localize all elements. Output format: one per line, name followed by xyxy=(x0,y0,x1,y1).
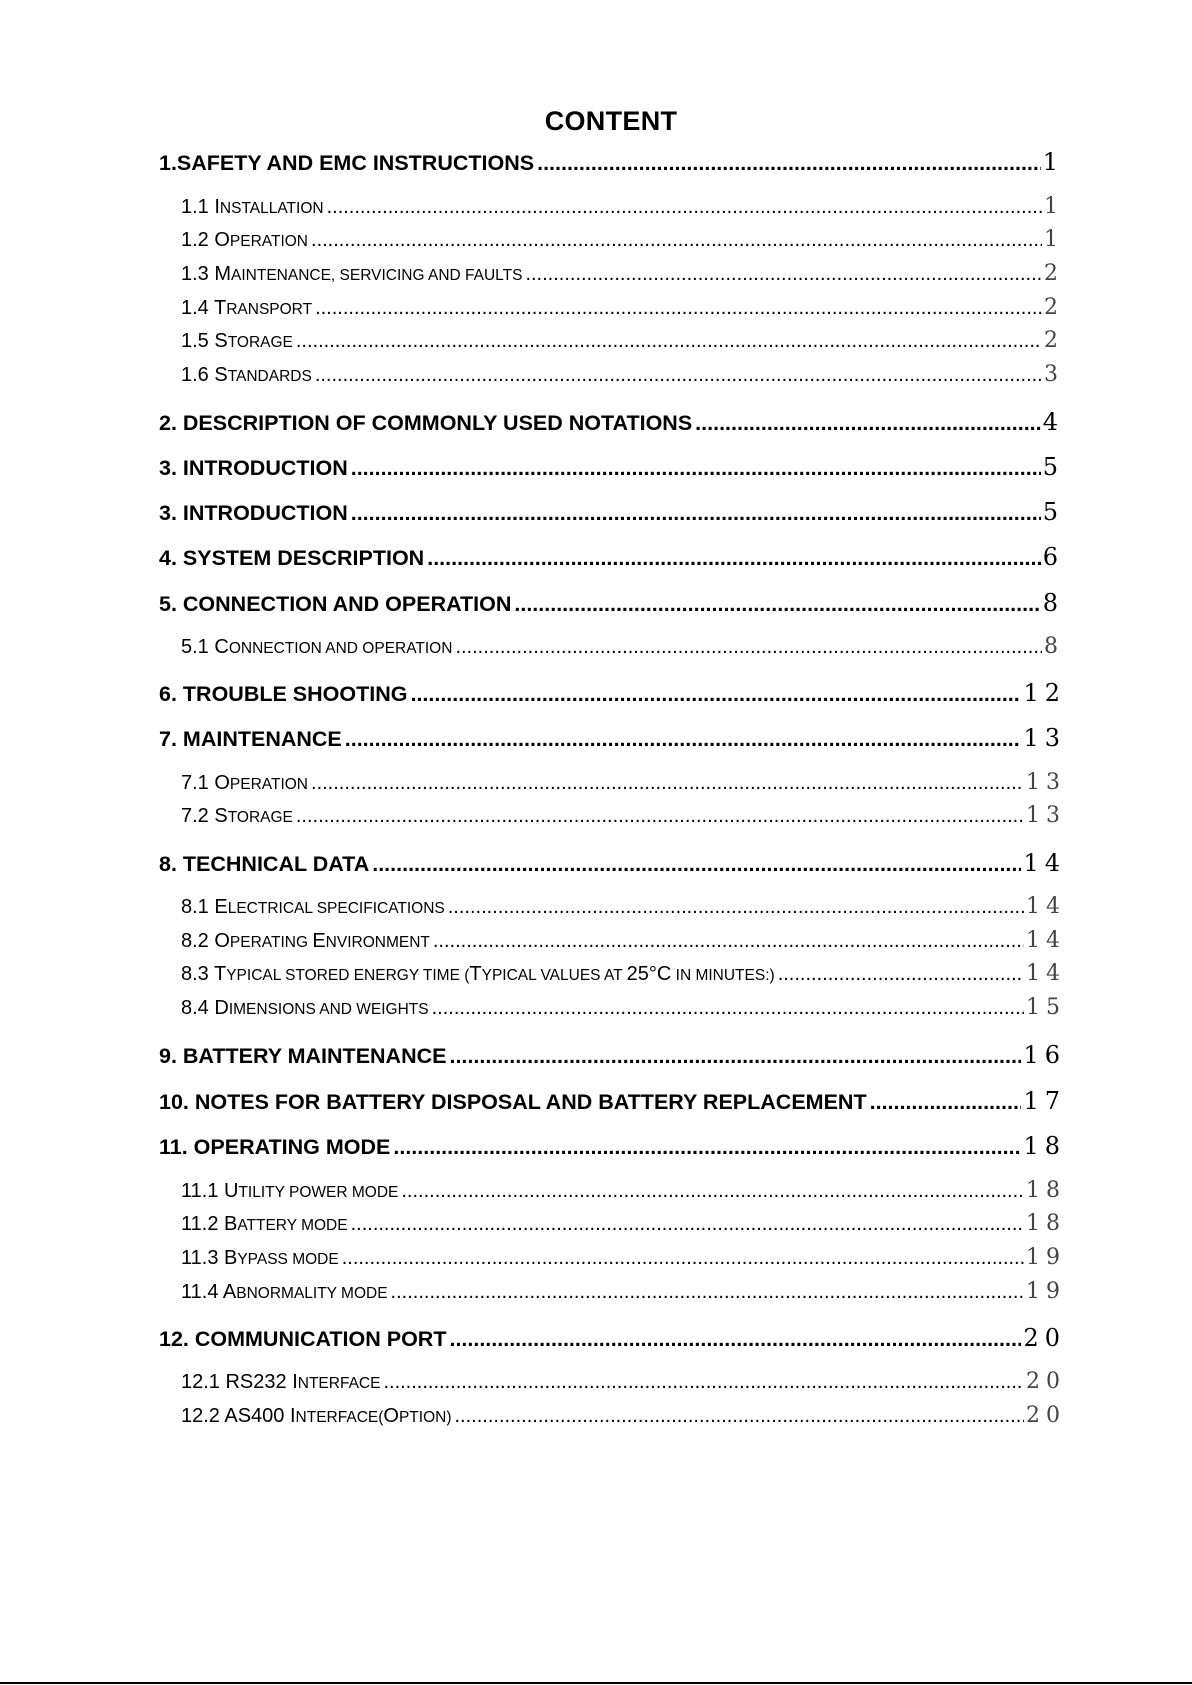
toc-entry-text: NSTALLATION xyxy=(219,200,324,217)
toc-entry-text: O xyxy=(214,229,230,251)
toc-page-number: 4 xyxy=(1042,408,1062,436)
toc-page-number: 18 xyxy=(1023,1132,1066,1160)
toc-entry-text: I xyxy=(214,196,220,218)
toc-subsection-entry[interactable] xyxy=(181,1279,1066,1304)
toc-dot-leader xyxy=(315,364,1042,387)
toc-dot-leader xyxy=(870,1090,1022,1115)
toc-subsection-entry[interactable] xyxy=(181,362,1062,387)
toc-entry-text: 12. COMMUNICATION PORT xyxy=(159,1327,447,1351)
toc-page-number: 13 xyxy=(1026,770,1066,795)
toc-entry-text: 1.6 xyxy=(181,364,215,386)
toc-subsection-entry[interactable] xyxy=(181,194,1062,219)
toc-entry-text: 11.2 xyxy=(181,1213,224,1235)
toc-dot-leader xyxy=(315,297,1042,320)
toc-page-number: 5 xyxy=(1042,498,1062,526)
toc-section-entry[interactable] xyxy=(159,408,1062,436)
toc-page-number: 5 xyxy=(1042,453,1062,481)
toc-entry-text: U xyxy=(224,1180,239,1202)
toc-subsection-entry[interactable] xyxy=(181,1403,1066,1428)
toc-entry-text: RANSPORT xyxy=(226,301,313,318)
toc-entry-text: M xyxy=(214,263,232,285)
toc-entry-label xyxy=(159,546,424,571)
toc-dot-leader xyxy=(695,411,1041,436)
toc-subsection-entry[interactable] xyxy=(181,928,1066,953)
toc-dot-leader xyxy=(372,852,1021,877)
toc-entry-text: 12.1 RS232 xyxy=(181,1371,293,1393)
toc-dot-leader xyxy=(525,263,1042,286)
toc-entry-text: 7.2 xyxy=(181,805,215,827)
toc-entry-label xyxy=(159,592,511,617)
toc-entry-label xyxy=(181,1180,398,1203)
toc-page-number: 1 xyxy=(1042,148,1062,176)
toc-page-number: 13 xyxy=(1023,724,1066,752)
toc-entry-text: 3. INTRODUCTION xyxy=(159,456,348,480)
toc-entry-text: IN MINUTES:) xyxy=(671,967,775,984)
toc-entry-text: S xyxy=(214,805,228,827)
toc-entry-text: E xyxy=(214,896,228,918)
toc-entry-text: S xyxy=(214,364,228,386)
toc-entry-label xyxy=(181,229,308,252)
toc-entry-label xyxy=(159,682,407,707)
toc-entry-text: 3. INTRODUCTION xyxy=(159,501,348,525)
toc-entry-text: 7. MAINTENANCE xyxy=(159,727,342,751)
toc-entry-label xyxy=(181,1213,348,1236)
toc-entry-text: 12.2 AS400 xyxy=(181,1405,290,1427)
toc-entry-label xyxy=(181,1405,451,1428)
toc-page-number: 6 xyxy=(1042,543,1062,571)
toc-entry-label xyxy=(159,1327,446,1352)
toc-entry-text: S xyxy=(214,330,228,352)
toc-entry-label xyxy=(181,963,775,986)
toc-dot-leader xyxy=(449,1327,1021,1352)
toc-entry-text: 6. TROUBLE SHOOTING xyxy=(159,682,408,706)
toc-entry-text: B xyxy=(224,1247,238,1269)
toc-entry-text: 1.3 xyxy=(181,263,215,285)
toc-entry-text: 11. OPERATING MODE xyxy=(159,1135,391,1159)
page-title: CONTENT xyxy=(544,106,678,136)
toc-dot-leader xyxy=(296,805,1024,828)
toc-entry-text: 11.3 xyxy=(181,1247,224,1269)
toc-entry-text: I xyxy=(292,1371,298,1393)
toc-subsection-entry[interactable] xyxy=(181,961,1066,986)
toc-entry-label xyxy=(159,1044,446,1069)
toc-dot-leader xyxy=(342,1247,1024,1270)
toc-entry-label xyxy=(181,330,293,353)
toc-entry-text: 1.5 xyxy=(181,330,215,352)
toc-entry-text: O xyxy=(214,772,230,794)
toc-dot-leader xyxy=(427,546,1041,571)
toc-page-number: 1 xyxy=(1044,227,1062,252)
toc-entry-text: 8.1 xyxy=(181,896,215,918)
toc-section-entry[interactable] xyxy=(159,724,1066,752)
toc-dot-leader xyxy=(311,772,1024,795)
toc-page-number: 1 xyxy=(1044,194,1062,219)
toc-entry-label xyxy=(181,1281,388,1304)
toc-entry-text: 11.4 xyxy=(181,1281,223,1303)
toc-dot-leader xyxy=(454,1405,1024,1428)
toc-entry-text: PTION) xyxy=(398,1409,452,1426)
toc-subsection-entry[interactable] xyxy=(181,1369,1066,1394)
toc-entry-text: 7.1 xyxy=(181,772,215,794)
toc-section-entry[interactable] xyxy=(159,1324,1066,1352)
toc-page-number: 2 xyxy=(1044,328,1062,353)
toc-entry-text: PERATION xyxy=(229,776,309,793)
toc-page-number: 19 xyxy=(1026,1279,1066,1304)
toc-subsection-entry[interactable] xyxy=(181,634,1062,659)
toc-entry-label xyxy=(181,196,324,219)
toc-entry-label xyxy=(181,1247,339,1270)
toc-entry-text: YPICAL VALUES AT xyxy=(481,967,627,984)
toc-page-number: 14 xyxy=(1026,928,1066,953)
toc-page-number: 13 xyxy=(1026,803,1066,828)
toc-entry-text: 4. SYSTEM DESCRIPTION xyxy=(159,546,425,570)
toc-entry-text: 8.4 xyxy=(181,997,215,1019)
toc-dot-leader xyxy=(432,997,1024,1020)
toc-entry-text: 1.4 xyxy=(181,297,214,319)
toc-entry-text: T xyxy=(469,963,482,985)
toc-page-number: 2 xyxy=(1044,261,1062,286)
toc-dot-leader xyxy=(383,1371,1024,1394)
toc-page-number: 19 xyxy=(1026,1245,1066,1270)
toc-entry-label xyxy=(159,456,348,481)
toc-dot-leader xyxy=(393,1135,1021,1160)
toc-entry-text: D xyxy=(214,997,229,1019)
toc-entry-text: 5.1 xyxy=(181,636,215,658)
toc-section-entry[interactable] xyxy=(159,589,1062,617)
toc-dot-leader xyxy=(296,330,1042,353)
toc-entry-label xyxy=(181,896,445,919)
toc-entry-text: ATTERY MODE xyxy=(237,1217,348,1234)
toc-section-entry[interactable] xyxy=(159,679,1066,707)
toc-dot-leader xyxy=(778,963,1024,986)
toc-section-entry[interactable] xyxy=(159,1041,1066,1069)
toc-page-number: 8 xyxy=(1042,589,1062,617)
toc-subsection-entry[interactable] xyxy=(181,803,1066,828)
toc-subsection-entry[interactable] xyxy=(181,1178,1066,1203)
toc-entry-label xyxy=(181,997,429,1020)
toc-entry-text: A xyxy=(222,1281,237,1303)
toc-dot-leader xyxy=(537,151,1041,176)
toc-entry-text: 1.SAFETY AND EMC INSTRUCTIONS xyxy=(159,151,535,175)
toc-subsection-entry[interactable] xyxy=(181,295,1062,320)
toc-page-number: 14 xyxy=(1026,894,1066,919)
toc-entry-text: TANDARDS xyxy=(227,368,312,385)
toc-entry-label xyxy=(181,1371,380,1394)
toc-entry-text: 11.1 xyxy=(181,1180,224,1202)
toc-entry-text: NTERFACE xyxy=(297,1375,381,1392)
toc-entry-label xyxy=(181,930,430,953)
toc-section-entry[interactable] xyxy=(159,453,1062,481)
toc-subsection-entry[interactable] xyxy=(181,328,1062,353)
toc-subsection-entry[interactable] xyxy=(181,995,1066,1020)
toc-dot-leader xyxy=(327,196,1042,219)
toc-entry-text: PERATING xyxy=(229,934,313,951)
toc-entry-text: E xyxy=(312,930,326,952)
toc-entry-text: BNORMALITY MODE xyxy=(236,1285,388,1302)
toc-entry-text: ONNECTION AND OPERATION xyxy=(228,640,453,657)
toc-entry-text: O xyxy=(383,1405,399,1427)
toc-entry-text: I xyxy=(289,1405,296,1427)
toc-subsection-entry[interactable] xyxy=(181,261,1062,286)
toc-dot-leader xyxy=(351,456,1041,481)
toc-page-number: 18 xyxy=(1026,1178,1066,1203)
toc-entry-text: 8. TECHNICAL DATA xyxy=(159,852,370,876)
toc-dot-leader xyxy=(410,682,1021,707)
toc-entry-text: YPICAL STORED ENERGY TIME ( xyxy=(226,967,470,984)
bottom-border xyxy=(0,1682,1192,1684)
toc-dot-leader xyxy=(448,896,1024,919)
toc-page-number: 3 xyxy=(1044,362,1062,387)
toc-entry-text: T xyxy=(214,297,227,319)
toc-page-number: 2 xyxy=(1044,295,1062,320)
toc-subsection-entry[interactable] xyxy=(181,894,1066,919)
toc-entry-text: 5. CONNECTION AND OPERATION xyxy=(159,592,512,616)
toc-page-number: 20 xyxy=(1026,1369,1066,1394)
toc-dot-leader xyxy=(351,1213,1024,1236)
toc-entry-text: AINTENANCE, SERVICING AND FAULTS xyxy=(231,267,523,284)
toc-page-number: 17 xyxy=(1023,1087,1066,1115)
toc-page-number: 20 xyxy=(1026,1403,1066,1428)
toc-page-number: 16 xyxy=(1023,1041,1066,1069)
toc-entry-text: TORAGE xyxy=(227,334,293,351)
toc-page-number: 12 xyxy=(1023,679,1066,707)
toc-entry-label xyxy=(159,852,369,877)
toc-page-number: 20 xyxy=(1023,1324,1066,1352)
toc-entry-label xyxy=(181,297,312,320)
toc-entry-text: B xyxy=(224,1213,238,1235)
toc-entry-text: 25°C xyxy=(626,963,672,985)
toc-entry-text: PERATION xyxy=(229,233,309,250)
toc-entry-label xyxy=(181,364,312,387)
toc-dot-leader xyxy=(449,1044,1021,1069)
toc-subsection-entry[interactable] xyxy=(181,1211,1066,1236)
toc-section-entry[interactable] xyxy=(159,1132,1066,1160)
toc-entry-text: YPASS MODE xyxy=(237,1251,339,1268)
toc-entry-label xyxy=(181,772,308,795)
toc-subsection-entry[interactable] xyxy=(181,227,1062,252)
toc-page-number: 14 xyxy=(1023,849,1066,877)
toc-entry-text: 1.2 xyxy=(181,229,215,251)
toc-entry-text: C xyxy=(214,636,229,658)
toc-dot-leader xyxy=(391,1281,1024,1304)
toc-dot-leader xyxy=(401,1180,1024,1203)
toc-entry-text: TORAGE xyxy=(227,809,293,826)
toc-entry-text: T xyxy=(214,963,227,985)
toc-section-entry[interactable] xyxy=(159,543,1062,571)
toc-page-number: 14 xyxy=(1026,961,1066,986)
toc-entry-text: IMENSIONS AND WEIGHTS xyxy=(228,1001,429,1018)
toc-section-entry[interactable] xyxy=(159,849,1066,877)
toc-entry-label xyxy=(159,1135,390,1160)
toc-dot-leader xyxy=(455,636,1042,659)
toc-entry-label xyxy=(159,501,348,526)
toc-page-number: 8 xyxy=(1044,634,1062,659)
toc-entry-text: 9. BATTERY MAINTENANCE xyxy=(159,1044,447,1068)
toc-subsection-entry[interactable] xyxy=(181,770,1066,795)
toc-entry-text: 1.1 xyxy=(181,196,215,218)
toc-entry-text: O xyxy=(214,930,230,952)
toc-entry-label xyxy=(159,411,692,436)
toc-entry-label xyxy=(159,727,342,752)
toc-section-entry[interactable] xyxy=(159,1087,1066,1115)
toc-entry-label xyxy=(181,263,522,286)
toc-entry-text: 10. NOTES FOR BATTERY DISPOSAL AND BATTERY REPLACEMENT xyxy=(159,1090,867,1114)
toc-entry-label xyxy=(181,805,293,828)
toc-entry-label xyxy=(159,151,534,176)
toc-entry-text: 2. DESCRIPTION OF COMMONLY USED NOTATIONS xyxy=(159,411,693,435)
toc-entry-text: 8.3 xyxy=(181,963,214,985)
toc-entry-text: NTERFACE( xyxy=(295,1409,384,1426)
toc-dot-leader xyxy=(345,727,1022,752)
toc-section-entry[interactable] xyxy=(159,148,1062,176)
toc-entry-label xyxy=(159,1090,867,1115)
toc-dot-leader xyxy=(311,229,1042,252)
toc-entry-text: NVIRONMENT xyxy=(325,934,430,951)
toc-entry-text: LECTRICAL SPECIFICATIONS xyxy=(227,900,445,917)
toc-page-number: 15 xyxy=(1026,995,1066,1020)
toc-entry-text: 8.2 xyxy=(181,930,215,952)
toc-entry-text: TILITY POWER MODE xyxy=(238,1184,399,1201)
toc-section-entry[interactable] xyxy=(159,498,1062,526)
toc-entry-label xyxy=(181,636,452,659)
toc-subsection-entry[interactable] xyxy=(181,1245,1066,1270)
toc-dot-leader xyxy=(433,930,1024,953)
toc-dot-leader xyxy=(514,592,1040,617)
toc-dot-leader xyxy=(351,501,1041,526)
toc-page-number: 18 xyxy=(1026,1211,1066,1236)
